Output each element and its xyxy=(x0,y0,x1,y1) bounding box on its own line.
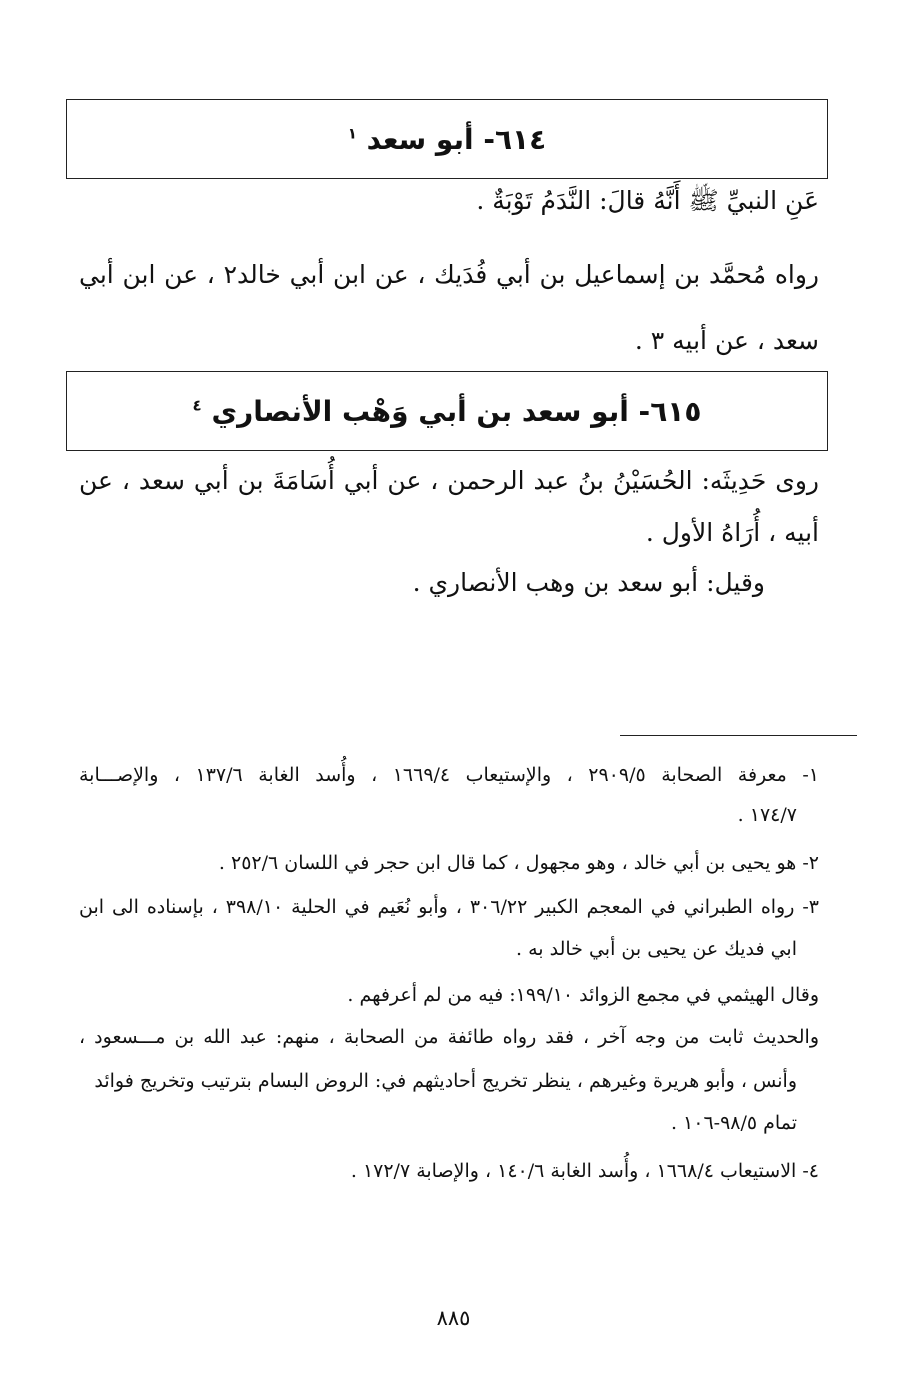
entry-title-text: ٦١٥- أبو سعد بن أبي وَهْب الأنصاري xyxy=(211,394,702,428)
footnote-line: ٢- هو يحيى بن أبي خالد ، وهو مجهول ، كما قال ابن حجر في اللسان ٢٥٢/٦ . xyxy=(218,852,819,874)
entry-title-615 xyxy=(193,395,702,428)
narration-line: أبيه ، أُرَاهُ الأول . xyxy=(645,518,819,547)
footnote-line: تمام ٩٨/٥-١٠٦ . xyxy=(670,1112,797,1134)
footnote-line: ٤- الاستيعاب ١٦٦٨/٤ ، وأُسد الغابة ١٤٠/٦ ، والإصابة ١٧٢/٧ . xyxy=(350,1160,819,1182)
footnote-line: ١- معرفة الصحابة ٢٩٠٩/٥ ، والإستيعاب ١٦٦٩/٤ ، وأُسد الغابة ١٣٧/٦ ، والإصـــابة xyxy=(79,764,819,786)
footnote-line: وأنس ، وأبو هريرة وغيرهم ، ينظر تخريج أحاديثهم في: الروض البسام بترتيب وتخريج فوائد xyxy=(94,1070,797,1092)
entry-title-box-614 xyxy=(66,99,828,179)
footnote-ref: ٤ xyxy=(192,396,202,415)
footnote-line: ابي فديك عن يحيى بن أبي خالد به . xyxy=(516,938,797,960)
entry-title-text: ٦١٤- أبو سعد xyxy=(366,122,547,156)
entry-title-614 xyxy=(348,123,546,156)
narration-line: سعد ، عن أبيه ٣ . xyxy=(634,326,819,355)
footnote-line: ١٧٤/٧ . xyxy=(737,804,797,826)
narration-line: رواه مُحمَّد بن إسماعيل بن أبي فُدَيك ، عن ابن أبي خالد٢ ، عن ابن أبي xyxy=(79,260,820,289)
narration-line: روى حَدِيثَه: الحُسَيْنُ بنُ عبد الرحمن ، عن أبي أُسَامَةَ بن أبي سعد ، عن xyxy=(79,466,819,495)
entry-title-box-615 xyxy=(66,371,828,451)
footnote-line: وقال الهيثمي في مجمع الزوائد ١٩٩/١٠: فيه من لم أعرفهم . xyxy=(347,984,819,1006)
narration-line: وقيل: أبو سعد بن وهب الأنصاري . xyxy=(412,568,765,597)
footnote-line: والحديث ثابت من وجه آخر ، فقد رواه طائفة من الصحابة ، منهم: عبد الله بن مـــسعود ، xyxy=(79,1026,819,1048)
footnote-divider xyxy=(620,735,857,736)
hadith-text: عَنِ النبيِّ ﷺ أَنَّهُ قالَ: النَّدَمُ تَوْبَةٌ . xyxy=(476,186,819,215)
page-number: ٨٨٥ xyxy=(436,1306,471,1330)
footnote-line: ٣- رواه الطبراني في المعجم الكبير ٣٠٦/٢٢ ، وأبو نُعَيم في الحلية ٣٩٨/١٠ ، بإسناده الى ابن xyxy=(79,896,819,918)
footnote-ref: ١ xyxy=(347,124,357,143)
